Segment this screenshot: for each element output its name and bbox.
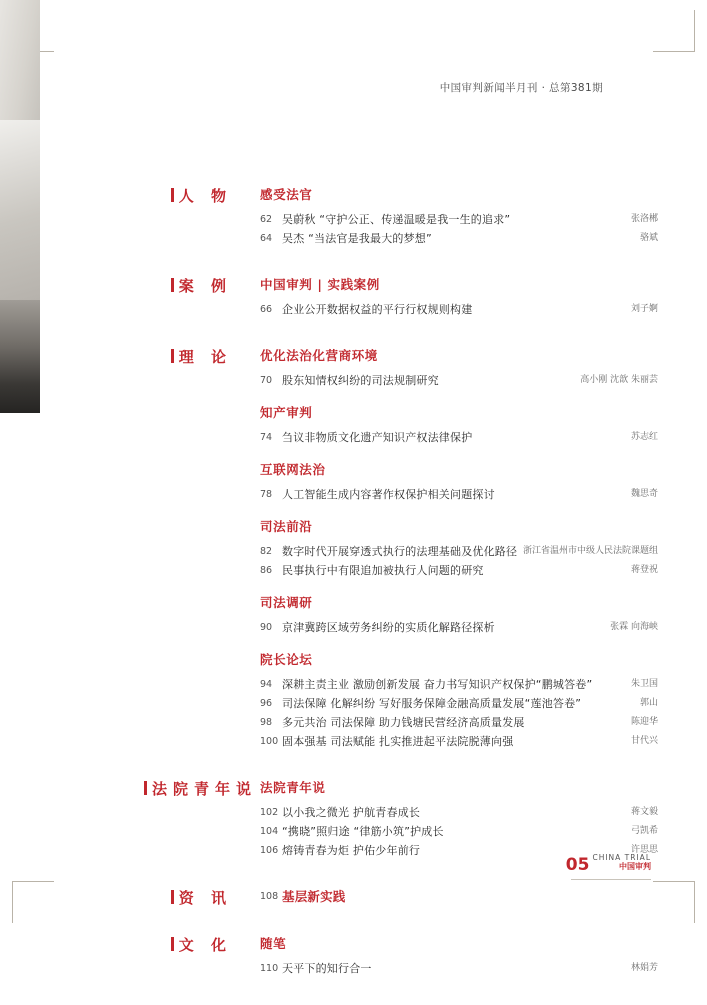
- toc-group-title: 感受法官: [260, 187, 313, 202]
- toc-entry-author: 张洛郴: [630, 214, 658, 224]
- toc-entry-author: 骆斌: [639, 233, 658, 243]
- toc-entry-page: 104: [260, 826, 279, 837]
- toc-group-title: 司法调研: [260, 595, 313, 610]
- section-label-text: 法院青年说: [152, 780, 258, 798]
- toc-entry[interactable]: [260, 561, 658, 580]
- toc-entry-title: 吴杰 “当法官是我最大的梦想”: [282, 232, 432, 245]
- section-marker-bar: [171, 937, 174, 951]
- toc-entry[interactable]: [260, 428, 658, 447]
- toc-entry-page: 106: [260, 845, 279, 856]
- toc-entry-author: 许思思: [630, 845, 658, 855]
- section-spacer: [144, 764, 614, 778]
- toc-group-title: 优化法治化营商环境: [260, 348, 378, 363]
- toc-entry-author: 蒋文毅: [630, 807, 658, 817]
- toc-entry-title: 深耕主责主业 激励创新发展 奋力书写知识产权保护“鹏城答卷”: [282, 678, 593, 691]
- toc-entry-page: 90: [260, 622, 273, 633]
- toc-group: [260, 650, 658, 751]
- toc-entry-page: 74: [260, 432, 273, 443]
- section-spacer: [144, 332, 614, 346]
- toc-entry-title: 企业公开数据权益的平行行权规则构建: [282, 303, 473, 316]
- toc-entry[interactable]: [260, 371, 658, 390]
- toc-entry-author: 林娟芳: [630, 963, 658, 973]
- toc-entry-page: 102: [260, 807, 279, 818]
- toc-entry[interactable]: [260, 675, 658, 694]
- toc-group: [260, 887, 614, 907]
- toc-section-label: [144, 778, 258, 799]
- toc-entry[interactable]: [260, 803, 658, 822]
- toc-entry-author: 弓凯希: [630, 826, 658, 836]
- section-marker-bar: [171, 278, 174, 292]
- toc-entry-page: 64: [260, 233, 273, 244]
- toc-section-body: [260, 934, 658, 978]
- toc-group-title: 随笔: [260, 936, 287, 951]
- toc-entry-page: 96: [260, 698, 273, 709]
- toc-entry-author: 张霖 向海峡: [610, 622, 658, 632]
- page-number: 05: [565, 855, 590, 875]
- toc-entry-page: 98: [260, 717, 273, 728]
- toc-section-body: [260, 887, 614, 907]
- toc-entry-title: 基层新实践: [282, 889, 346, 904]
- toc-entry-title: 人工智能生成内容著作权保护相关问题探讨: [282, 488, 495, 501]
- toc-entry-author: 苏志红: [630, 432, 658, 442]
- crop-mark-bottom-right-vertical: [694, 881, 695, 923]
- toc-group: [260, 346, 658, 390]
- toc-entry-page: 70: [260, 375, 273, 386]
- toc-section: [144, 934, 658, 978]
- toc-entry-title: 司法保障 化解纠纷 写好服务保障金融高质量发展“莲池答卷”: [282, 697, 582, 710]
- toc-entry-page: 100: [260, 736, 279, 747]
- section-spacer: [144, 873, 614, 887]
- toc-entry-title: 多元共治 司法保障 助力钱塘民营经济高质量发展: [282, 716, 525, 729]
- toc-entry[interactable]: [260, 618, 658, 637]
- toc-entry-title: 固本强基 司法赋能 扎实推进起平法院脱薄向强: [282, 735, 514, 748]
- toc-group: [260, 934, 658, 978]
- toc-entry[interactable]: [260, 229, 658, 248]
- toc-group-title: 院长论坛: [260, 652, 313, 667]
- toc-entry[interactable]: [260, 822, 658, 841]
- section-label-text: 资 讯: [178, 889, 232, 907]
- toc-entry-title: 天平下的知行合一: [282, 962, 372, 975]
- section-spacer: [144, 991, 614, 1005]
- toc-section: [144, 275, 658, 319]
- toc-entry-title: 民事执行中有限追加被执行人问题的研究: [282, 564, 484, 577]
- toc-group: [260, 403, 658, 447]
- toc-section: [144, 185, 658, 248]
- toc-entry-author: 高小刚 沈歆 朱丽芸: [580, 375, 658, 385]
- section-marker-bar: [171, 188, 174, 202]
- toc-entry-page: 62: [260, 214, 273, 225]
- toc-section-body: [260, 185, 658, 248]
- toc-entry-page: 94: [260, 679, 273, 690]
- toc-entry-author: 甘代兴: [630, 736, 658, 746]
- toc-section-label: [144, 185, 232, 206]
- toc-entry-page: 110: [260, 963, 279, 974]
- crop-mark-bottom-right-horizontal: [653, 881, 695, 882]
- toc-entry-page: 108: [260, 891, 279, 902]
- toc-group: [260, 185, 658, 248]
- toc-entry-page: 78: [260, 489, 273, 500]
- toc-entry[interactable]: [260, 300, 658, 319]
- brand-block: [592, 853, 651, 871]
- section-label-text: 文 化: [178, 936, 232, 954]
- section-spacer: [144, 261, 614, 275]
- brand-english: CHINA TRIAL: [592, 853, 651, 862]
- toc-section-label: [144, 346, 232, 367]
- toc-entry-title: 股东知情权纠纷的司法规制研究: [282, 374, 439, 387]
- toc-entry[interactable]: [260, 713, 658, 732]
- photo-band-upper: [0, 0, 40, 120]
- toc-group-title: 中国审判 | 实践案例: [260, 277, 380, 292]
- toc-group-title: 司法前沿: [260, 519, 313, 534]
- toc-entry-title: 数字时代开展穿透式执行的法理基础及优化路径: [282, 545, 518, 558]
- photo-band-lower: [0, 120, 40, 300]
- toc-section: [144, 346, 658, 751]
- toc-section-label: [144, 934, 232, 955]
- toc-entry[interactable]: [260, 485, 658, 504]
- toc-entry-author: 刘子婀: [630, 304, 658, 314]
- toc-section: [144, 887, 614, 907]
- crop-mark-top-right-vertical: [694, 10, 695, 52]
- toc-entry-author: 浙江省温州市中级人民法院课题组: [522, 546, 658, 556]
- toc-entry[interactable]: [260, 887, 614, 907]
- toc-entry-title: 熔铸青春为炬 护佑少年前行: [282, 844, 421, 857]
- section-marker-bar: [144, 781, 147, 795]
- toc-entry[interactable]: [260, 732, 658, 751]
- toc-entry-author: 朱卫国: [630, 679, 658, 689]
- issue-line: 中国审判新闻半月刊 · 总第381期: [439, 82, 603, 94]
- toc-entry-page: 82: [260, 546, 273, 557]
- crop-mark-bottom-left-horizontal: [12, 881, 54, 882]
- toc-entry-author: 蒋登祝: [630, 565, 658, 575]
- edge-photo-strip: [0, 0, 40, 413]
- toc-entry-page: 86: [260, 565, 273, 576]
- section-label-text: 案 例: [178, 277, 232, 295]
- crop-mark-top-right-horizontal: [653, 51, 695, 52]
- page-footer: [566, 853, 651, 875]
- toc-entry[interactable]: [260, 694, 658, 713]
- section-marker-bar: [171, 890, 174, 904]
- brand-chinese: 中国审判: [619, 862, 651, 871]
- toc-group-title: 互联网法治: [260, 462, 326, 477]
- toc-entry-title: 京津冀跨区域劳务纠纷的实质化解路径探析: [282, 621, 495, 634]
- section-marker-bar: [171, 349, 174, 363]
- toc-group-title: 知产审判: [260, 405, 313, 420]
- toc-entry-author: 魏思奇: [630, 489, 658, 499]
- toc-entry[interactable]: [260, 542, 658, 561]
- footer-rule: [571, 879, 651, 880]
- section-label-text: 理 论: [178, 348, 232, 366]
- section-spacer: [144, 920, 614, 934]
- toc-entry-title: 刍议非物质文化遗产知识产权法律保护: [282, 431, 473, 444]
- toc-entry-page: 66: [260, 304, 273, 315]
- toc-entry-author: 郭山: [639, 698, 658, 708]
- toc-entry[interactable]: [260, 959, 658, 978]
- toc-entry-title: 吴蔚秋 “守护公正、传递温暖是我一生的追求”: [282, 213, 511, 226]
- toc-group: [260, 460, 658, 504]
- toc-section-label: [144, 887, 232, 908]
- toc-entry-title: 以小我之微光 护航青春成长: [282, 806, 421, 819]
- toc-section-body: [260, 275, 658, 319]
- toc-entry-author: 陈迎华: [630, 717, 658, 727]
- toc-group: [260, 593, 658, 637]
- toc-section-label: [144, 275, 232, 296]
- section-label-text: 人 物: [178, 187, 232, 205]
- toc-group: [260, 517, 658, 580]
- toc-group: [260, 275, 658, 319]
- toc-entry-title: “携晓”照归途 “律筋小筑”护成长: [282, 825, 444, 838]
- toc-entry[interactable]: [260, 210, 658, 229]
- toc-group-title: 法院青年说: [260, 780, 326, 795]
- toc-section-body: [260, 346, 658, 751]
- crop-mark-bottom-left-vertical: [12, 881, 13, 923]
